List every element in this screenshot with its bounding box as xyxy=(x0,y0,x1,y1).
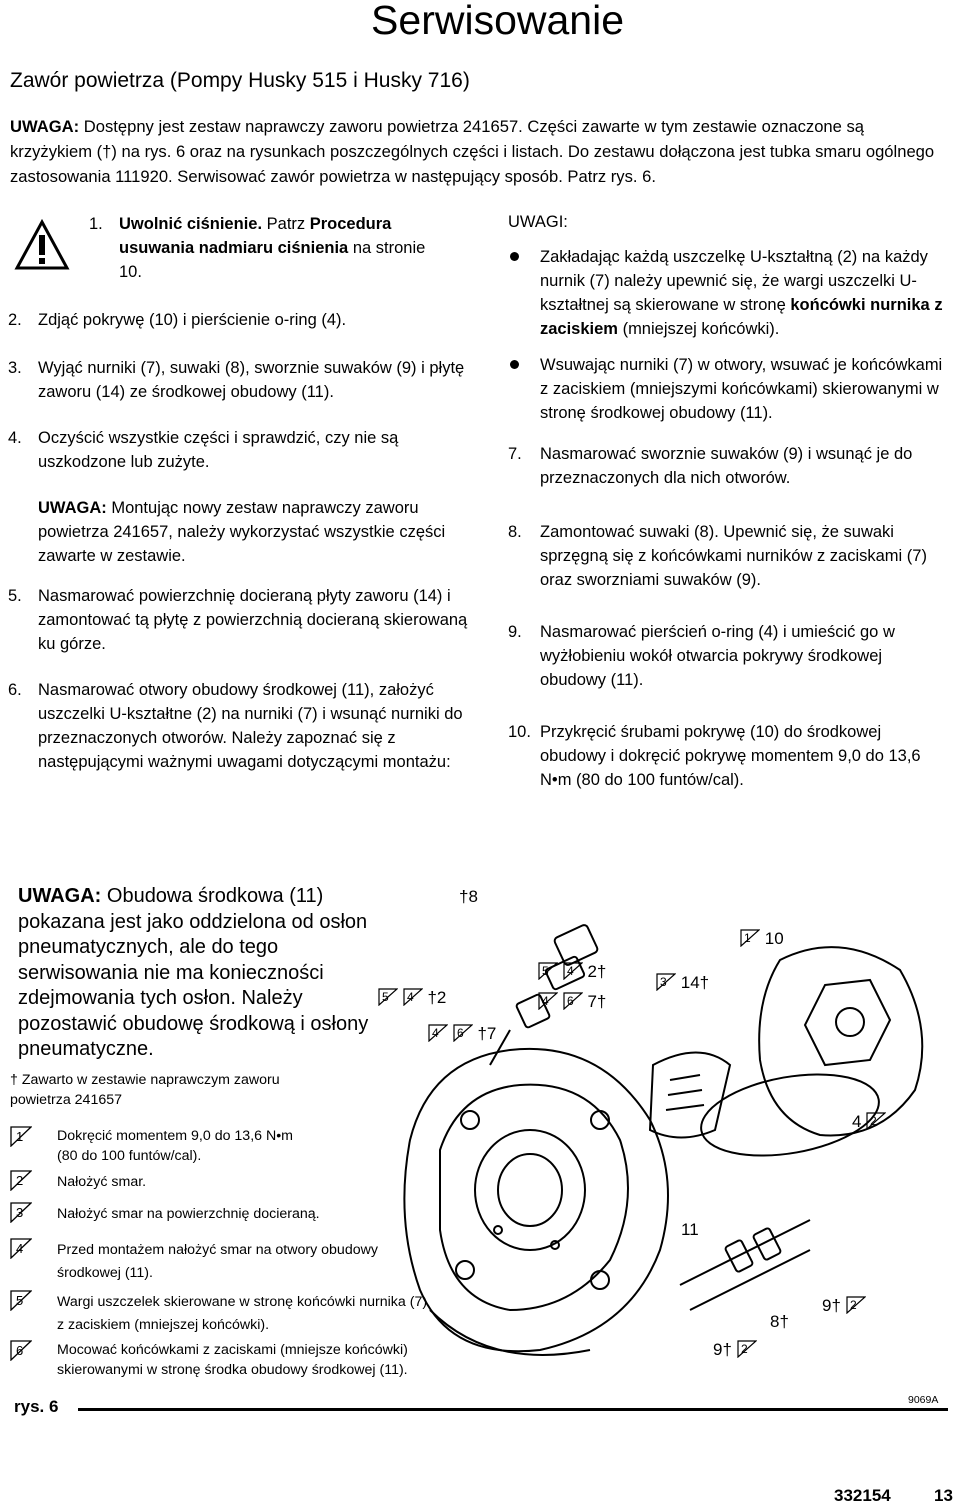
svg-text:5: 5 xyxy=(542,964,549,978)
svg-text:2: 2 xyxy=(740,1342,748,1356)
legend-item-5: Wargi uszczelek skierowane w stronę końcówki nurnika (7) z zaciskiem (mniejszej końcówki). xyxy=(57,1294,428,1333)
section-title: Zawór powietrza (Pompy Husky 515 i Husky 716) xyxy=(10,69,470,92)
intro-text: Dostępny jest zestaw naprawczy zaworu powietrza 241657. Części zawarte w tym zestawie oznaczone są krzyżykiem (†) na rys. 6 oraz na rysunkach poszczególnych części i listach. Do zestawu dołączona jest tubka smaru ogólnego zastosowania 111920. Serwisować zawór powietrza w następujący sposób. Patrz rys. 6. xyxy=(10,117,935,186)
slide-pins-9 xyxy=(680,1220,810,1310)
note-triangle-icon xyxy=(10,1126,32,1147)
note-triangle-icon xyxy=(10,1202,32,1223)
figure-label: rys. 6 xyxy=(14,1397,59,1416)
callout-4-6-7: 4 6 7† xyxy=(538,992,606,1012)
svg-text:6: 6 xyxy=(456,1026,464,1040)
figure-note: UWAGA: Obudowa środkowa (11) pokazana jest jako oddzielona od osłon pneumatycznych, ale do tego serwisowania nie ma konieczności zdejmowania tych osłon. Należy pozostawić obudowę środkową i osłony pneumatyczne. xyxy=(18,885,369,1060)
figure-rule xyxy=(78,1408,948,1411)
step-8: 8. Zamontować suwaki (8). Upewnić się, że suwaki sprzęgną się z końcówkami nurników z zaciskami (7) oraz sworzniami suwaków (9). xyxy=(508,523,927,589)
callout-5-4-2b: 5 4 †2 xyxy=(378,988,446,1008)
svg-text:6: 6 xyxy=(566,994,574,1008)
svg-text:1: 1 xyxy=(16,1129,24,1144)
callout-4b: 4 2 xyxy=(852,1112,886,1132)
center-housing-11 xyxy=(404,1049,668,1355)
page-title: Serwisowanie xyxy=(371,0,624,43)
svg-text:4: 4 xyxy=(16,1241,24,1256)
step-4: 4. Oczyścić wszystkie części i sprawdzić, czy nie są uszkodzone lub zużyte. xyxy=(8,429,399,471)
warning-icon xyxy=(14,218,70,272)
note-triangle-icon xyxy=(10,1238,32,1259)
callout-14: 3 14† xyxy=(656,973,709,993)
bullet-icon xyxy=(510,252,519,261)
note-kit: UWAGA: Montując nowy zestaw naprawczy zaworu powietrza 241657, należy wykorzystać wszystkie części zawarte w zestawie. xyxy=(38,499,446,565)
callout-5-4-2: 5 4 2† xyxy=(538,962,606,982)
legend-item-2: Nałożyć smar. xyxy=(57,1174,147,1190)
step-7: 7. Nasmarować sworznie suwaków (9) i wsunąć je do przeznaczonych dla nich otworów. xyxy=(508,445,913,487)
step-6: 6. Nasmarować otwory obudowy środkowej (11), założyć uszczelki U-kształtne (2) na nurniki (7) i wsunąć nurniki do przeznaczonych otworów. Należy zapoznać się z następującymi ważnymi uwagami dotyczącymi montażu: xyxy=(8,681,463,771)
kit-note: † Zawarto w zestawie naprawczym zaworu powietrza 241657 xyxy=(10,1072,280,1108)
step-10: 10. Przykręcić śrubami pokrywę (10) do środkowej obudowy i dokręcić pokrywę momentem 9,0 do 13,6 N•m (80 do 100 funtów/cal). xyxy=(508,723,921,789)
callout-10: 1 10 xyxy=(740,929,784,949)
page-number: 13 xyxy=(934,1486,953,1505)
legend-item-4: Przed montażem nałożyć smar na otwory obudowy środkowej (11). xyxy=(57,1242,378,1281)
intro-label: UWAGA: xyxy=(10,117,80,136)
note-triangle-icon xyxy=(10,1290,32,1311)
svg-text:5: 5 xyxy=(16,1293,24,1308)
svg-text:2: 2 xyxy=(849,1298,857,1312)
callout-9b: 9† 2 xyxy=(713,1340,757,1360)
bullet-icon xyxy=(510,360,519,369)
note-triangle-icon xyxy=(10,1170,32,1191)
svg-text:6: 6 xyxy=(16,1343,24,1358)
svg-text:2: 2 xyxy=(870,1114,877,1128)
note-bullet-2: Wsuwając nurniki (7) w otwory, wsuwać je końcówkami z zaciskiem (mniejszymi końcówkami) skierowanymi w stronę środkowej obudowy (11). xyxy=(540,356,943,422)
callout-9a: 9† 2 xyxy=(822,1296,866,1316)
step-5: 5. Nasmarować powierzchnię docieraną płyty zaworu (14) i zamontować tą płytę z powierzchnią docieraną skierowaną ku górze. xyxy=(8,587,468,653)
legend-item-3: Nałożyć smar na powierzchnię docieraną. xyxy=(57,1206,320,1222)
cover-10 xyxy=(759,947,922,1135)
legend-item-6: Mocować końcówkami z zaciskami (mniejsze końcówki) skierowanymi w stronę środka obudowy środkowej (11). xyxy=(57,1342,408,1378)
svg-text:4: 4 xyxy=(542,994,549,1008)
svg-text:4: 4 xyxy=(566,964,574,978)
svg-text:4: 4 xyxy=(406,990,414,1004)
svg-text:4: 4 xyxy=(432,1026,439,1040)
callout-4-6-7b: 4 6 †7 xyxy=(428,1024,496,1044)
callout-8: †8 xyxy=(459,887,478,906)
step-9: 9. Nasmarować pierścień o-ring (4) i umieścić go w wyżłobieniu wokół otwarcia pokrywy środkowej obudowy (11). xyxy=(508,623,895,689)
note-bullet-1: Zakładając każdą uszczelkę U-kształtną (2) na każdy nurnik (7) należy upewnić się, że wargi uszczelki U-kształtnej są skierowane w stronę końcówki nurnika z zaciskiem (mniejszej końcówki). xyxy=(540,248,943,338)
svg-text:5: 5 xyxy=(382,990,389,1004)
svg-text:3: 3 xyxy=(660,975,667,989)
svg-text:3: 3 xyxy=(16,1205,24,1220)
valve-plate-14 xyxy=(650,1053,730,1138)
step-3: 3. Wyjąć nurniki (7), suwaki (8), sworznie suwaków (9) i płytę zaworu (14) ze środkowej obudowy (11). xyxy=(8,359,465,401)
document-number: 332154 xyxy=(834,1486,891,1505)
legend-item-1: Dokręcić momentem 9,0 do 13,6 N•m (80 do 100 funtów/cal). xyxy=(57,1128,293,1164)
note-triangle-icon xyxy=(10,1340,32,1361)
callout-8b: 8† xyxy=(770,1312,789,1331)
svg-text:1: 1 xyxy=(744,931,751,945)
notes-heading: UWAGI: xyxy=(508,213,568,231)
callout-11: 11 xyxy=(681,1220,699,1239)
step-2: 2. Zdjąć pokrywę (10) i pierścienie o-ring (4). xyxy=(8,311,347,329)
figure-code: 9069A xyxy=(908,1394,939,1406)
intro-paragraph xyxy=(10,114,945,189)
step-1: 1. Uwolnić ciśnienie. Patrz Procedura usuwania nadmiaru ciśnienia na stronie 10. xyxy=(89,215,426,281)
svg-text:2: 2 xyxy=(16,1173,24,1188)
